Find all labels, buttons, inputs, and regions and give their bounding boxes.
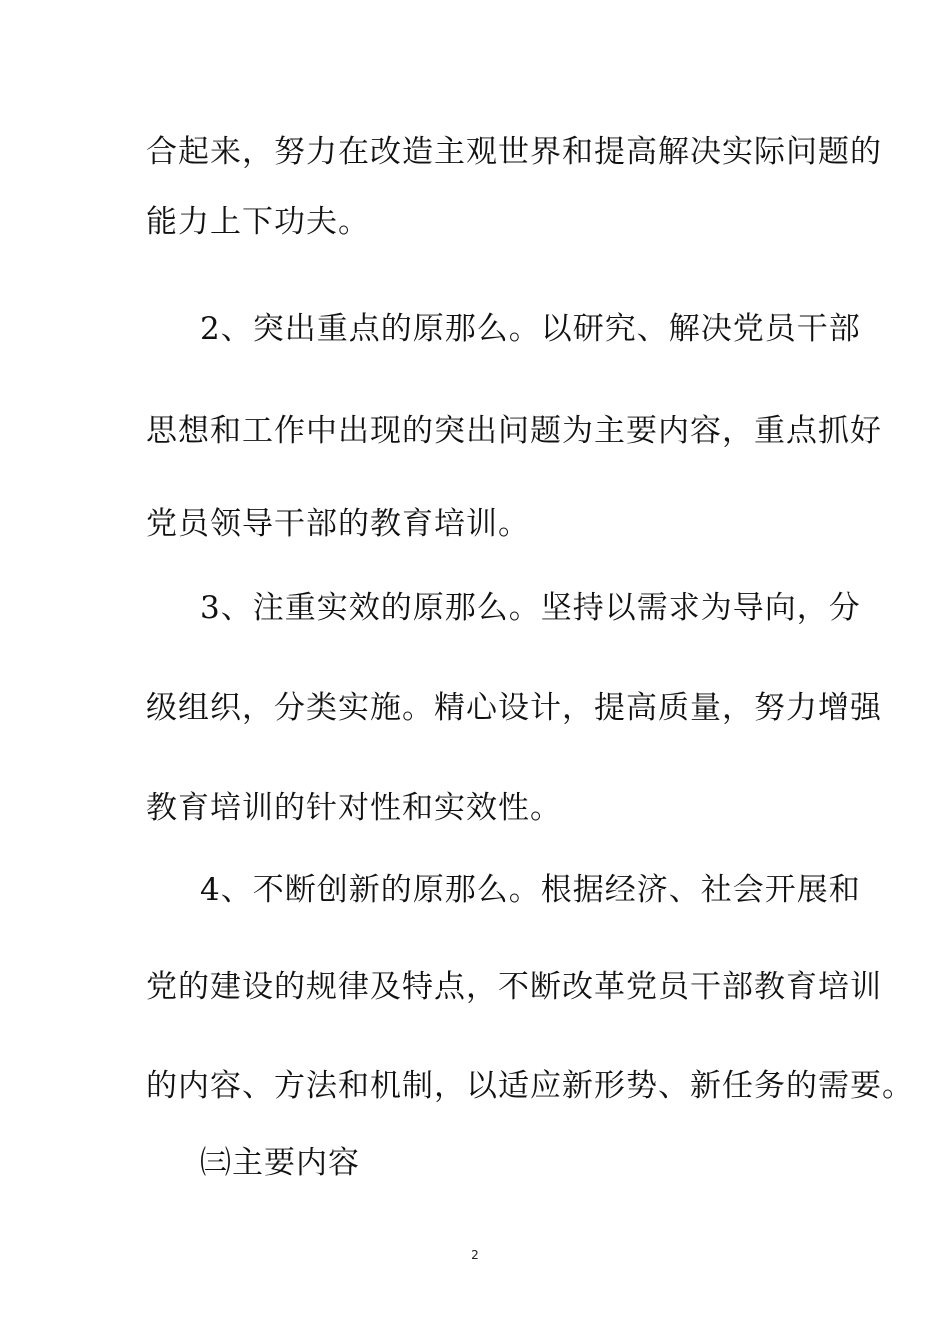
page-number: 2: [471, 1248, 479, 1262]
principle-3-heading-line: 3、注重实效的原那么。坚持以需求为导向，分: [200, 590, 861, 626]
section-heading-main-content: ㈢主要内容: [200, 1145, 360, 1181]
paragraph-line: 级组织，分类实施。精心设计，提高质量，努力增强: [146, 690, 882, 726]
paragraph-line: 教育培训的针对性和实效性。: [146, 790, 562, 826]
principle-2-heading-line: 2、突出重点的原那么。以研究、解决党员干部: [200, 311, 861, 347]
paragraph-line: 合起来，努力在改造主观世界和提高解决实际问题的: [146, 134, 882, 170]
paragraph-line: 党的建设的规律及特点，不断改革党员干部教育培训: [146, 969, 882, 1005]
paragraph-line: 能力上下功夫。: [146, 204, 370, 240]
paragraph-line: 的内容、方法和机制，以适应新形势、新任务的需要。: [146, 1068, 914, 1104]
principle-4-heading-line: 4、不断创新的原那么。根据经济、社会开展和: [200, 872, 861, 908]
paragraph-line: 党员领导干部的教育培训。: [146, 506, 530, 542]
paragraph-line: 思想和工作中出现的突出问题为主要内容，重点抓好: [146, 413, 882, 449]
